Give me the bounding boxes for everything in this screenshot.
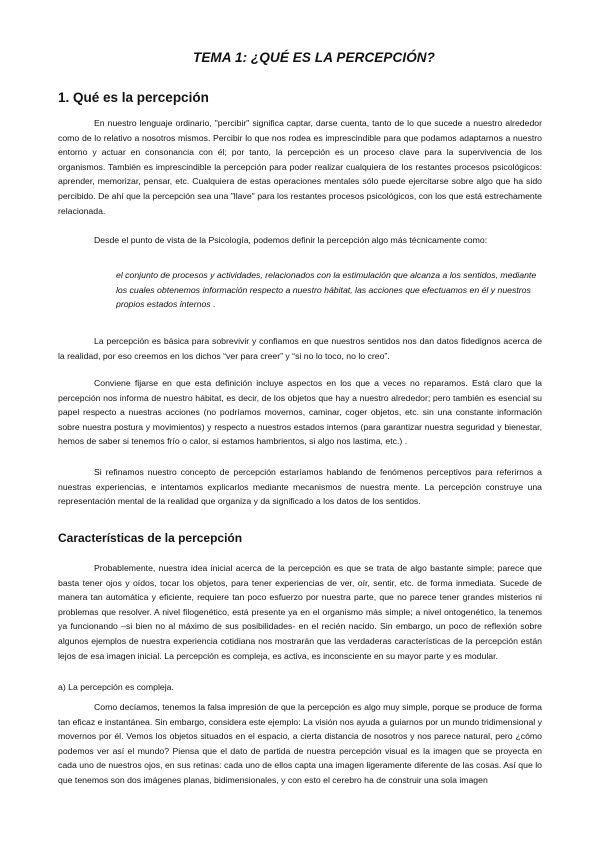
definition-quote: el conjunto de procesos y actividades, relacionados con la estimulación que alcanza a los sentidos, mediante los cuales obtenemos información respecto a nuestro hábitat, las acciones que efectuamos en él y nuestros propios estados internos .	[116, 270, 537, 310]
document-title: TEMA 1: ¿QUÉ ES LA PERCEPCIÓN?	[192, 50, 436, 65]
paragraph: Como decíamos, tenemos la falsa impresión de que la percepción es algo muy simple, porque se produce de forma tan eficaz e instantánea. Sin embargo, considera este ejemplo: La visión nos ayuda a guiarnos por un mundo tridimensional y movernos por él. Vemos los objetos situados en el espacio, a cierta distancia de nosotros y nos parece natural, pero ¿cómo podemos ver así el mundo? Piensa que el dato de partida de nuestra percepción visual es la imagen que se proyecta en cada uno de nuestros ojos, en sus retinas: cada uno de ellos capta una imagen ligeramente diferente de las cosas. Así que lo que tenemos son dos imágenes planas, bidimensionales, y con esto el cerebro ha de construir una sola imagen	[58, 702, 542, 785]
paragraph: La percepción es básica para sobrevivir y confiamos en que nuestros sentidos nos dan datos fidedignos acerca de la realidad, por eso creemos en los dichos “ver para creer” y “si no lo toco, no lo creo”.	[58, 336, 542, 361]
paragraph: Si refinamos nuestro concepto de percepción estaríamos hablando de fenómenos perceptivos para referirnos a nuestras experiencias, e intentamos explicarlos mediante mecanismos de nuestra mente. La percepción construye una representación mental de la realidad que organiza y da significado a los datos de los sentidos.	[58, 467, 542, 507]
paragraph: Conviene fijarse en que esta definición incluye aspectos en los que a veces no reparamos. Está claro que la percepción nos informa de nuestro hábitat, es decir, de los objetos que hay a nuestro alrededor; pero también es esencial su papel respecto a nuestras acciones (no podríamos movernos, caminar, coger objetos, etc. sin una constante información sobre nuestra postura y movimientos) y respecto a nuestros estados internos (para garantizar nuestra seguridad y bienestar, hemos de saber si tenemos frío o calor, si estamos hambrientos, si algo nos lastima, etc.) .	[58, 378, 542, 447]
section-heading-caracteristicas: Características de la percepción	[58, 531, 243, 545]
paragraph: En nuestro lenguaje ordinario, "percibir" significa captar, darse cuenta, tanto de lo que sucede a nuestro alrededor como de lo relativo a nosotros mismos. Percibir lo que nos rodea es imprescindible para que podamos adaptarnos a nuestro entorno y actuar en consonancia con él; por tanto, la percepción es un proceso clave para la supervivencia de los organismos. También es imprescindible la percepción para poder realizar cualquiera de los restantes procesos psicológicos: aprender, memorizar, pensar, etc. Cualquiera de estas operaciones mentales sólo puede ejercitarse sobre algo que ha sido percibido. De ahí que la percepción sea una "llave" para los restantes procesos psicológicos, con los que está estrechamente relacionada.	[58, 118, 542, 216]
paragraph: Desde el punto de vista de la Psicología, podemos definir la percepción algo más técnicamente como:	[94, 235, 488, 245]
section-heading-que-es: 1. Qué es la percepción	[58, 90, 209, 105]
list-label: a) La percepción es compleja.	[58, 682, 174, 692]
paragraph: Probablemente, nuestra idea inicial acerca de la percepción es que se trata de algo bastante simple; parece que basta tener ojos y oídos, tocar los objetos, para tener experiencias de ver, oír, sentir, etc. de forma inmediata. Sucede de manera tan automática y eficiente, requiere tan poco esfuerzo por nuestra parte, que no parece tener grandes misterios ni problemas que resolver. A nivel filogenético, está presente ya en el organismo más simple; a nivel ontogenético, la tenemos ya funcionando –si bien no al máximo de sus posibilidades- en el recién nacido. Sin embargo, un poco de reflexión sobre algunos ejemplos de nuestra experiencia cotidiana nos mostrarán que las verdaderas características de la percepción están lejos de esa imagen inicial. La percepción es compleja, es activa, es inconsciente en su mayor parte y es modular.	[58, 563, 542, 661]
